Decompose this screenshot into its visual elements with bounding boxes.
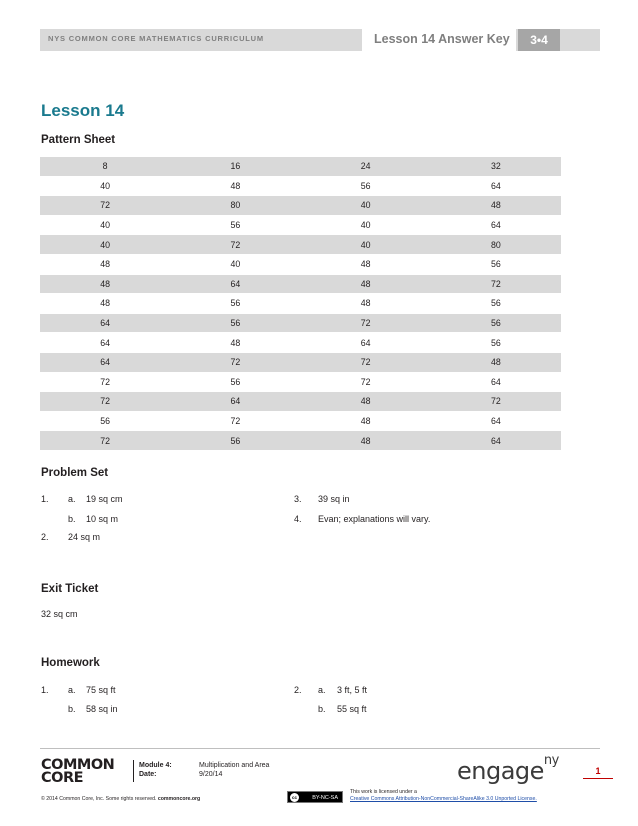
table-cell: 80 — [170, 196, 300, 216]
copyright-site: commoncore.org — [157, 796, 201, 802]
table-row — [40, 157, 561, 176]
exit-ticket-answer: 32 sq cm — [41, 609, 78, 619]
table-cell: 48 — [301, 254, 431, 274]
table-cell: 48 — [431, 352, 561, 372]
lesson-title: Lesson 14 — [41, 101, 125, 120]
exit-ticket-heading: Exit Ticket — [41, 583, 99, 595]
table-row — [40, 313, 561, 333]
cc-license-badge[interactable] — [287, 791, 343, 803]
ps-q1b-answer: 10 sq m — [86, 514, 119, 524]
table-cell: 56 — [170, 372, 300, 392]
table-cell: 40 — [170, 254, 300, 274]
table-cell: 40 — [40, 215, 170, 235]
table-cell: 72 — [40, 196, 170, 216]
common-core-logo — [41, 759, 114, 785]
ps-q1-number: 1. — [41, 494, 49, 504]
table-cell: 72 — [301, 313, 431, 333]
table-cell: 64 — [170, 274, 300, 294]
ps-q3-number: 3. — [294, 494, 302, 504]
page-number-rule — [583, 778, 613, 779]
table-cell: 48 — [301, 431, 431, 451]
engage-text: engage — [457, 757, 544, 785]
date-value: 9/20/14 — [199, 771, 223, 778]
pattern-sheet-heading: Pattern Sheet — [41, 134, 116, 146]
license-link[interactable]: Creative Commons Attribution-NonCommercial-ShareAlike 3.0 Unported License. — [350, 796, 537, 802]
hw-q2b-letter: b. — [318, 704, 326, 714]
table-cell: 48 — [40, 274, 170, 294]
hw-q2a-letter: a. — [318, 685, 326, 695]
ps-q4-number: 4. — [294, 514, 302, 524]
table-cell: 40 — [301, 196, 431, 216]
problem-set-heading: Problem Set — [41, 467, 109, 479]
ps-q1a-letter: a. — [68, 494, 76, 504]
table-cell: 24 — [301, 157, 431, 176]
table-row — [40, 215, 561, 235]
hw-q1a-answer: 75 sq ft — [86, 685, 116, 695]
table-cell: 48 — [301, 274, 431, 294]
table-row — [40, 333, 561, 353]
table-cell: 72 — [40, 431, 170, 451]
table-cell: 72 — [431, 392, 561, 412]
license-line-1: This work is licensed under a — [350, 789, 417, 795]
table-cell: 64 — [170, 392, 300, 412]
hw-q1b-letter: b. — [68, 704, 76, 714]
table-cell: 40 — [301, 235, 431, 255]
table-cell: 56 — [170, 215, 300, 235]
table-cell: 56 — [431, 313, 561, 333]
page-number: 1 — [595, 766, 601, 776]
table-cell: 72 — [170, 235, 300, 255]
ps-q4-answer: Evan; explanations will vary. — [318, 514, 431, 524]
table-cell: 64 — [40, 313, 170, 333]
table-cell: 48 — [301, 392, 431, 412]
hw-q1-number: 1. — [41, 685, 49, 695]
table-cell: 56 — [431, 294, 561, 314]
table-cell: 32 — [431, 157, 561, 176]
engage-sup: ny — [543, 753, 559, 768]
pattern-sheet-table — [40, 157, 561, 451]
table-cell: 56 — [170, 431, 300, 451]
date-label: Date: — [139, 771, 157, 778]
table-cell: 72 — [431, 274, 561, 294]
logo-line-1: COMMON — [41, 757, 115, 773]
table-cell: 56 — [170, 313, 300, 333]
table-cell: 72 — [301, 352, 431, 372]
table-cell: 48 — [431, 196, 561, 216]
table-cell: 72 — [40, 372, 170, 392]
table-cell: 56 — [301, 176, 431, 196]
table-cell: 64 — [431, 411, 561, 431]
ps-q1a-answer: 19 sq cm — [86, 494, 123, 504]
table-cell: 72 — [40, 392, 170, 412]
table-cell: 8 — [40, 157, 170, 176]
ps-q1b-letter: b. — [68, 514, 76, 524]
table-cell: 48 — [301, 294, 431, 314]
table-cell: 40 — [301, 215, 431, 235]
table-cell: 16 — [170, 157, 300, 176]
module-value: Multiplication and Area — [199, 762, 270, 769]
table-cell: 72 — [301, 372, 431, 392]
table-cell: 48 — [301, 411, 431, 431]
ps-q2-number: 2. — [41, 532, 49, 542]
curriculum-label: NYS COMMON CORE MATHEMATICS CURRICULUM — [48, 34, 264, 43]
table-cell: 64 — [431, 215, 561, 235]
ps-q3-answer: 39 sq in — [318, 494, 350, 504]
footer-divider — [40, 748, 600, 749]
cc-icon: cc — [291, 795, 297, 800]
table-row — [40, 294, 561, 314]
table-cell: 48 — [40, 294, 170, 314]
table-cell: 40 — [40, 176, 170, 196]
table-cell: 64 — [301, 333, 431, 353]
table-cell: 64 — [431, 176, 561, 196]
table-cell: 56 — [170, 294, 300, 314]
homework-heading: Homework — [41, 657, 100, 669]
hw-q1b-answer: 58 sq in — [86, 704, 118, 714]
table-row — [40, 176, 561, 196]
table-cell: 72 — [170, 411, 300, 431]
table-cell: 56 — [40, 411, 170, 431]
grade-module-badge: 3•4 — [518, 29, 560, 51]
table-row — [40, 372, 561, 392]
logo-line-2: CORE — [41, 770, 84, 786]
table-cell: 40 — [40, 235, 170, 255]
table-row — [40, 431, 561, 451]
license-notice — [350, 789, 537, 803]
hw-q2b-answer: 55 sq ft — [337, 704, 367, 714]
license-badge-text: BY-NC-SA — [312, 795, 338, 801]
table-row — [40, 196, 561, 216]
copyright-text: © 2014 Common Core, Inc. Some rights reserved. — [41, 796, 157, 802]
table-cell: 64 — [40, 352, 170, 372]
ps-q2-answer: 24 sq m — [68, 532, 101, 542]
table-cell: 48 — [170, 176, 300, 196]
hw-q2a-answer: 3 ft, 5 ft — [337, 685, 368, 695]
table-cell: 80 — [431, 235, 561, 255]
table-row — [40, 392, 561, 412]
module-label: Module 4: — [139, 762, 172, 769]
table-cell: 56 — [431, 333, 561, 353]
table-cell: 48 — [40, 254, 170, 274]
footer-vertical-bar — [133, 760, 134, 782]
table-row — [40, 274, 561, 294]
copyright-notice — [41, 796, 200, 802]
table-row — [40, 411, 561, 431]
table-row — [40, 352, 561, 372]
table-cell: 64 — [40, 333, 170, 353]
table-cell: 64 — [431, 372, 561, 392]
table-cell: 64 — [431, 431, 561, 451]
hw-q1a-letter: a. — [68, 685, 76, 695]
table-row — [40, 235, 561, 255]
table-cell: 72 — [170, 352, 300, 372]
engageny-logo — [457, 753, 559, 785]
header-title: Lesson 14 Answer Key — [374, 32, 510, 46]
table-cell: 48 — [170, 333, 300, 353]
table-cell: 56 — [431, 254, 561, 274]
table-row — [40, 254, 561, 274]
hw-q2-number: 2. — [294, 685, 302, 695]
